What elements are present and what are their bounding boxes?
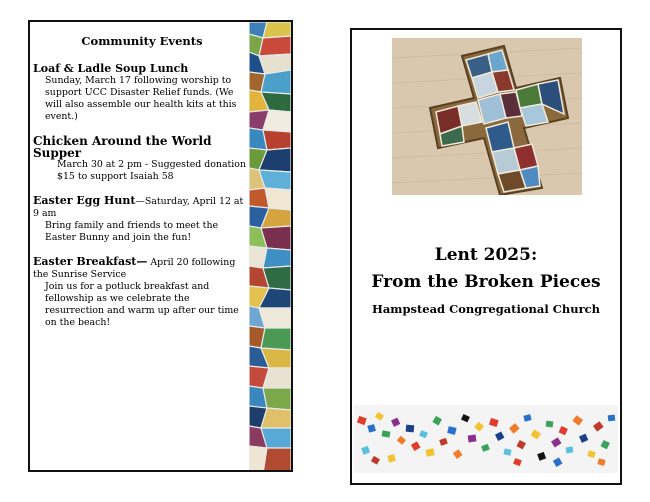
event-header [33, 195, 251, 220]
event-easter-breakfast [33, 256, 251, 329]
event-date: April 20 following the Sunrise Service [33, 257, 236, 280]
cover-page [350, 28, 622, 485]
event-date: —Saturday, April 12 at 9 am [33, 196, 244, 219]
event-title: Easter Breakfast— [33, 255, 148, 268]
event-header [33, 256, 251, 281]
event-title: Loaf & Ladle Soup Lunch [33, 62, 189, 75]
events-heading: Community Events [81, 34, 203, 48]
church-name: Hampstead Congregational Church [371, 302, 601, 316]
tile-mosaic-banner [354, 405, 618, 473]
events-page [28, 20, 293, 472]
event-egg-hunt [33, 195, 251, 244]
mosaic-border-image [249, 22, 291, 470]
events-column [33, 32, 251, 341]
cover-title-line-1: Lent 2025: [434, 245, 538, 265]
event-title: Easter Egg Hunt [33, 194, 136, 207]
cover-title-line-2: From the Broken Pieces [371, 272, 601, 292]
event-body: March 30 at 2 pm - Suggested donation $15 to support Isaiah 58 [57, 159, 246, 182]
event-body: Bring family and friends to meet the Easter Bunny and join the fun! [45, 220, 219, 243]
event-body: Sunday, March 17 following worship to support UCC Disaster Relief funds. (We will also assemble our health kits at this event.) [45, 75, 237, 122]
event-soup-lunch [33, 63, 251, 123]
event-title: Chicken Around the World Supper [33, 134, 212, 160]
mosaic-cross-photo [392, 38, 582, 195]
event-chicken-supper [33, 135, 251, 183]
event-body: Join us for a potluck breakfast and fellowship as we celebrate the resurrection and warm up after our time on the beach! [45, 281, 239, 328]
